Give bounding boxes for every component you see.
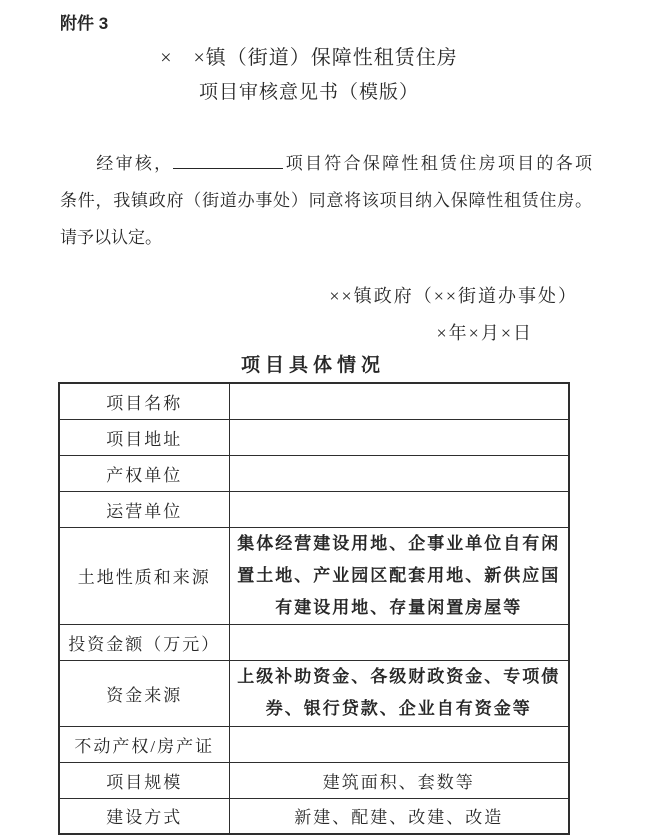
signature-organization: ××镇政府（××街道办事处） xyxy=(329,286,578,306)
document-title-line2: 项目审核意见书（模版） xyxy=(198,82,419,103)
project-details-table xyxy=(58,382,570,835)
table-row-property-owner xyxy=(59,455,569,491)
project-scale-label: 项目规模 xyxy=(59,762,229,798)
review-paragraph xyxy=(60,145,592,256)
operating-unit-label: 运营单位 xyxy=(59,491,229,527)
table-row-investment-amount xyxy=(59,624,569,660)
paragraph-lead: 经审核， xyxy=(94,154,174,173)
project-name-value[interactable] xyxy=(229,383,569,419)
operating-unit-value[interactable] xyxy=(229,491,569,527)
investment-amount-value[interactable] xyxy=(229,624,569,660)
document-title-line1: × ×镇（街道）保障性租赁住房 xyxy=(160,47,458,69)
property-certificate-label: 不动产权/房产证 xyxy=(59,726,229,762)
signature-date: ×年×月×日 xyxy=(436,323,533,343)
project-address-value[interactable] xyxy=(229,419,569,455)
paragraph-line-1 xyxy=(60,145,592,182)
project-scale-value: 建筑面积、套数等 xyxy=(229,762,569,798)
table-row-land-nature xyxy=(59,527,569,624)
property-certificate-value[interactable] xyxy=(229,726,569,762)
table-title: 项目具体情况 xyxy=(240,355,385,376)
project-name-label: 项目名称 xyxy=(59,383,229,419)
table-row-project-scale xyxy=(59,762,569,798)
table-row-funding-source xyxy=(59,660,569,726)
paragraph-line1-rest: 项目符合保障性租赁住房项目的各项 xyxy=(283,154,593,173)
table-row-construction-mode xyxy=(59,798,569,834)
funding-source-value: 上级补助资金、各级财政资金、专项债券、银行贷款、企业自有资金等 xyxy=(229,660,569,726)
table-row-project-name xyxy=(59,383,569,419)
funding-source-label: 资金来源 xyxy=(59,660,229,726)
project-name-fill-blank[interactable] xyxy=(173,154,283,169)
table-row-property-certificate xyxy=(59,726,569,762)
land-nature-label: 土地性质和来源 xyxy=(59,527,229,624)
construction-mode-label: 建设方式 xyxy=(59,798,229,834)
attachment-label: 附件 3 xyxy=(60,14,109,33)
property-owner-value[interactable] xyxy=(229,455,569,491)
table-row-project-address xyxy=(59,419,569,455)
paragraph-line-2: 条件，我镇政府（街道办事处）同意将该项目纳入保障性租赁住房。 xyxy=(60,191,592,210)
project-address-label: 项目地址 xyxy=(59,419,229,455)
document-page xyxy=(0,14,648,828)
table-row-operating-unit xyxy=(59,491,569,527)
paragraph-line-3: 请予以认定。 xyxy=(60,228,162,247)
property-owner-label: 产权单位 xyxy=(59,455,229,491)
construction-mode-value: 新建、配建、改建、改造 xyxy=(229,798,569,834)
land-nature-value: 集体经营建设用地、企事业单位自有闲置土地、产业园区配套用地、新供应国有建设用地、存量闲置房屋等 xyxy=(229,527,569,624)
investment-amount-label: 投资金额（万元） xyxy=(59,624,229,660)
